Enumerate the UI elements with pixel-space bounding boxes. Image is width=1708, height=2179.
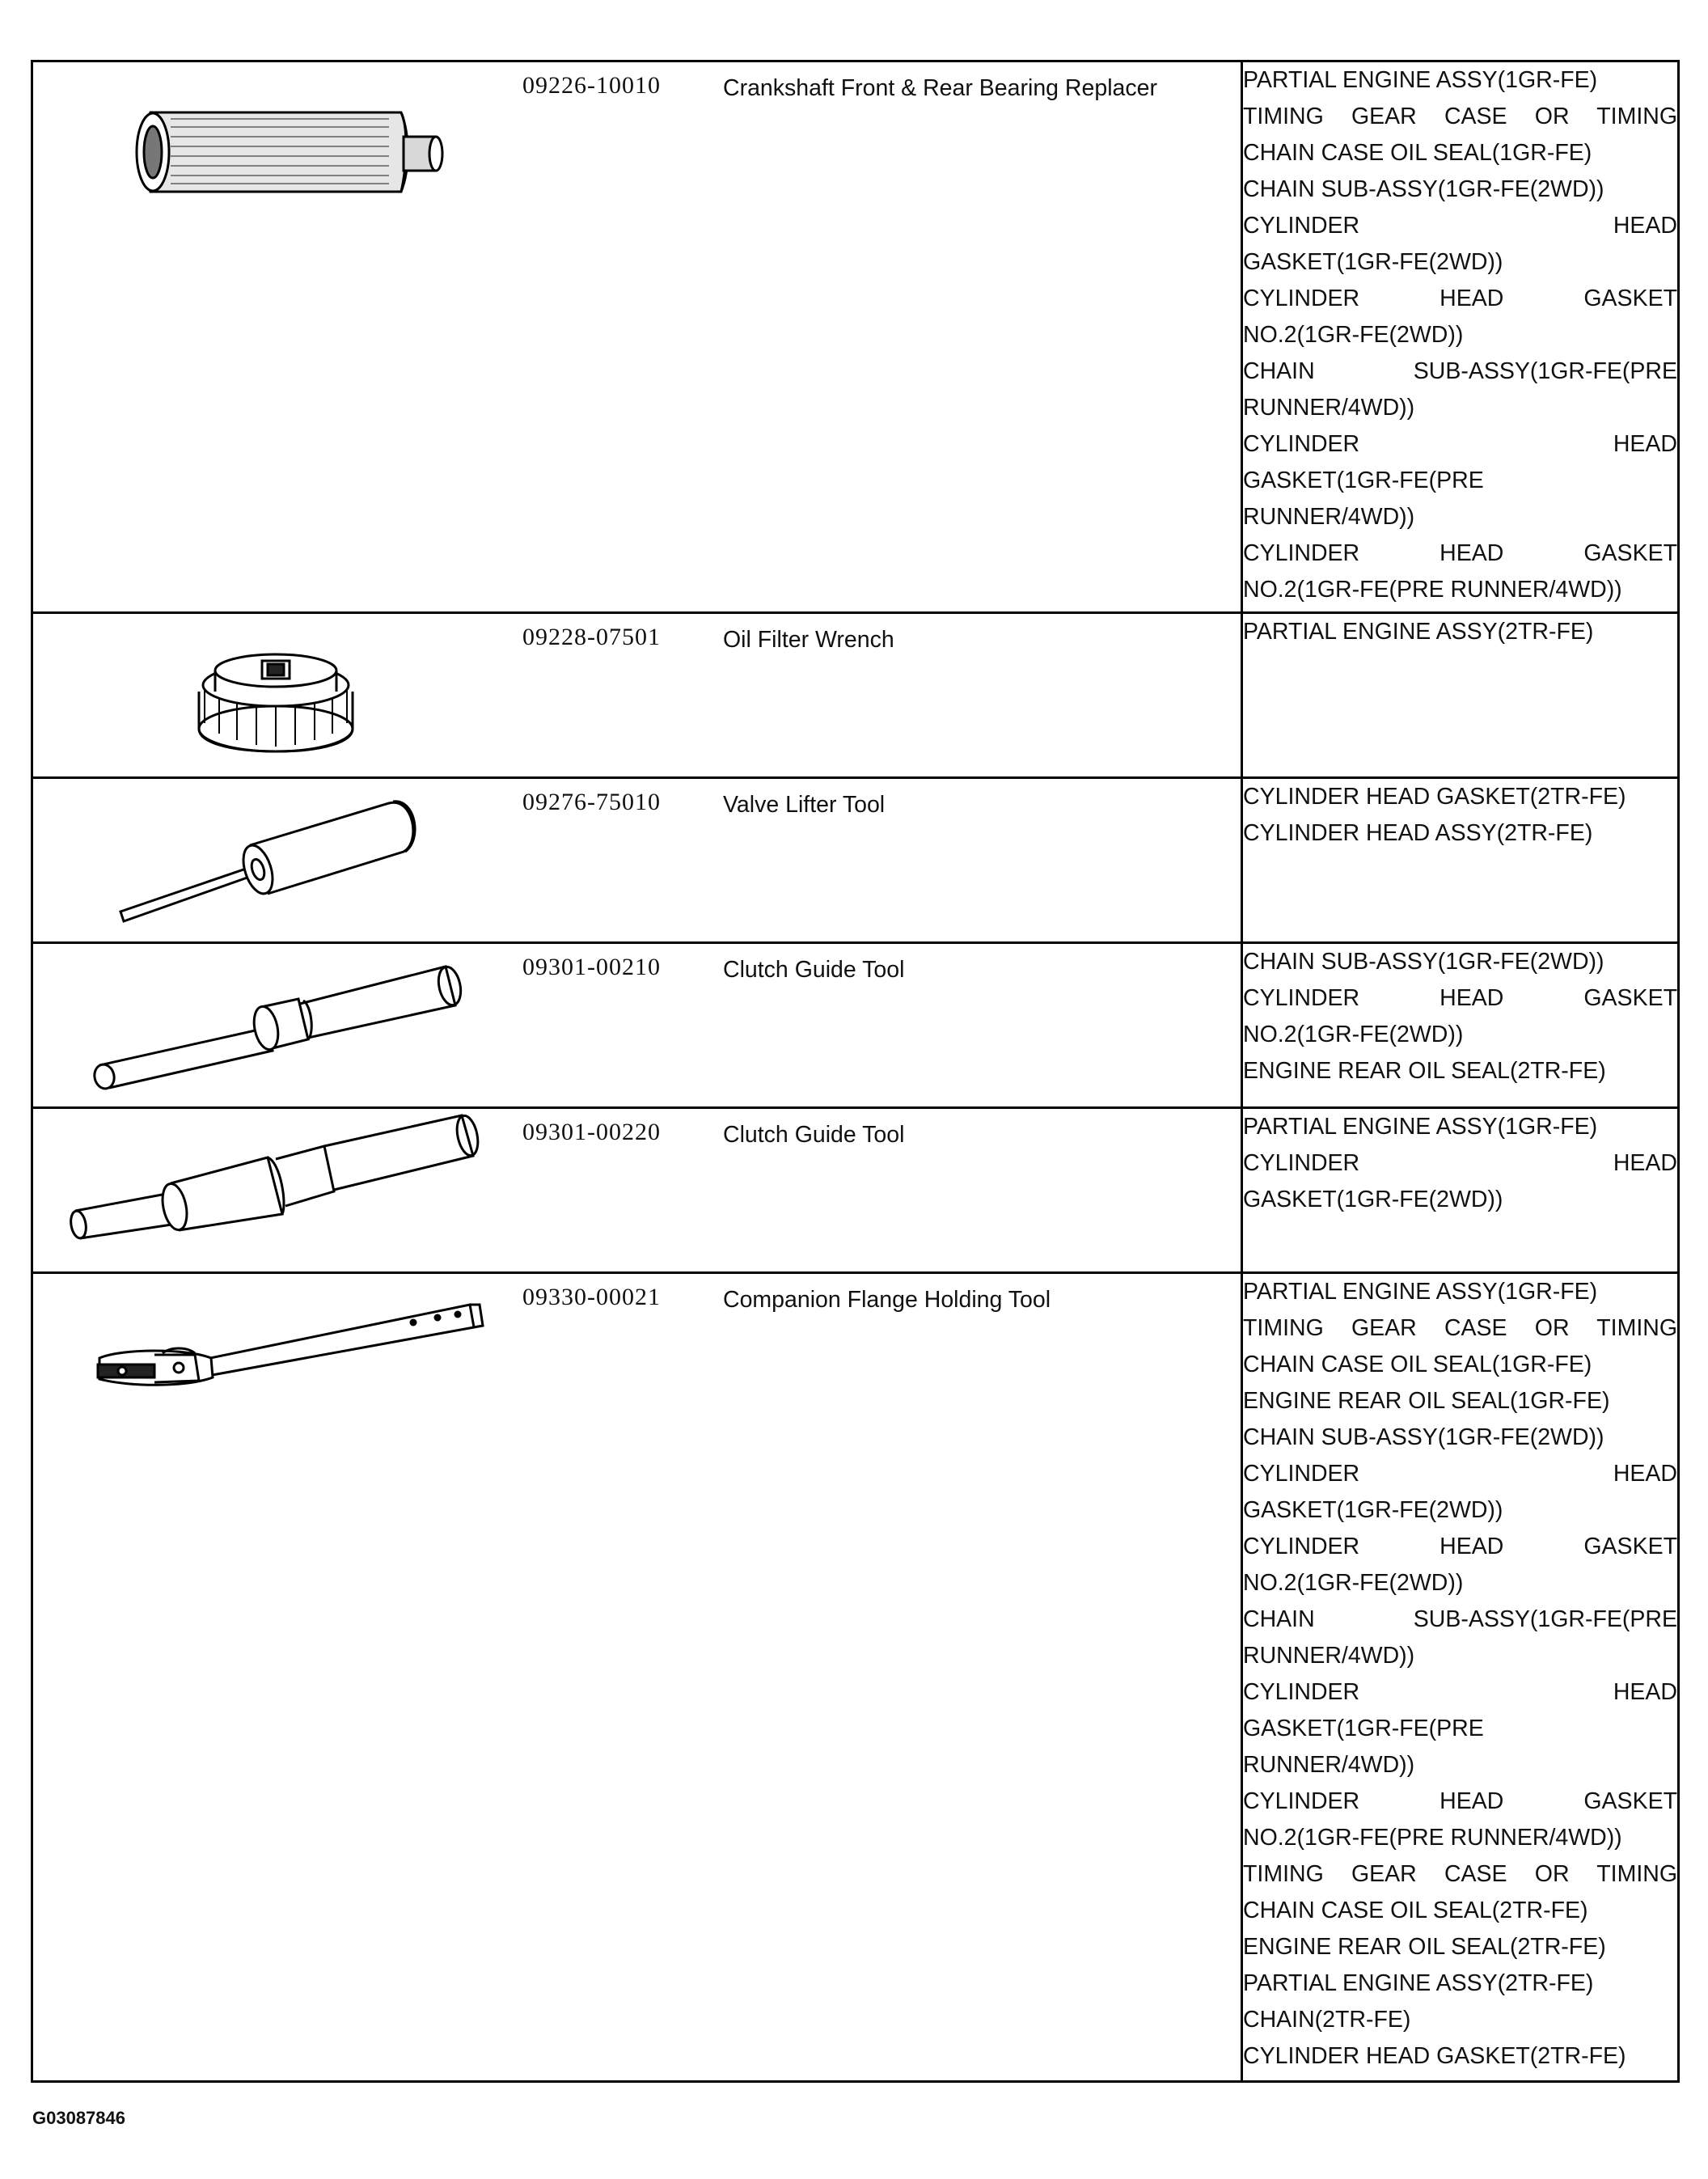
part-number: 09228-07501: [522, 624, 661, 650]
application-line: CHAIN SUB-ASSY(1GR-FE(2WD)): [1243, 1424, 1604, 1450]
application-line: CYLINDER HEAD GASKET(2TR-FE): [1243, 784, 1626, 810]
table-row: [32, 778, 1679, 943]
application-line: CHAIN SUB-ASSY(1GR-FE(2WD)): [1243, 176, 1604, 202]
application-line: PARTIAL ENGINE ASSY(1GR-FE): [1243, 1114, 1598, 1140]
applications-cell: [1242, 613, 1679, 778]
tool-cell: [32, 778, 1242, 943]
application-line: GASKET(1GR-FE(2WD)): [1243, 249, 1503, 275]
application-line: TIMING GEAR CASE OR TIMING: [1243, 1315, 1677, 1341]
application-line: CYLINDER HEAD GASKET: [1243, 286, 1677, 311]
application-line: CHAIN CASE OIL SEAL(1GR-FE): [1243, 140, 1592, 166]
application-line: RUNNER/4WD)): [1243, 504, 1415, 530]
document-code: G03087846: [32, 2108, 125, 2128]
application-line: GASKET(1GR-FE(2WD)): [1243, 1187, 1503, 1212]
application-line: CYLINDER HEAD GASKET: [1243, 985, 1677, 1011]
application-line: PARTIAL ENGINE ASSY(2TR-FE): [1243, 1970, 1594, 1996]
application-line: NO.2(1GR-FE(PRE RUNNER/4WD)): [1243, 577, 1622, 603]
application-line: TIMING GEAR CASE OR TIMING: [1243, 104, 1677, 129]
applications-cell: [1242, 61, 1679, 613]
tool-name: Valve Lifter Tool: [723, 792, 886, 818]
application-line: ENGINE REAR OIL SEAL(2TR-FE): [1243, 1934, 1606, 1960]
application-line: CYLINDER HEAD: [1243, 1679, 1677, 1705]
tool-cell: [32, 613, 1242, 778]
tool-cell: [32, 943, 1242, 1108]
oil-filter-wrench-icon: [33, 614, 486, 776]
application-line: CHAIN CASE OIL SEAL(2TR-FE): [1243, 1898, 1588, 1923]
table-row: [32, 1273, 1679, 2082]
tool-name: Clutch Guide Tool: [723, 957, 905, 983]
tool-name: Crankshaft Front & Rear Bearing Replacer: [723, 75, 1157, 101]
applications-cell: [1242, 778, 1679, 943]
application-line: CHAIN(2TR-FE): [1243, 2007, 1411, 2033]
tool-cell: [32, 1108, 1242, 1273]
special-service-tools-table: [31, 60, 1680, 2083]
application-line: CHAIN SUB-ASSY(1GR-FE(PRE: [1243, 1606, 1677, 1632]
application-line: NO.2(1GR-FE(PRE RUNNER/4WD)): [1243, 1825, 1622, 1851]
part-number: 09276-75010: [522, 789, 661, 815]
table-row: [32, 61, 1679, 613]
application-line: CHAIN CASE OIL SEAL(1GR-FE): [1243, 1352, 1592, 1377]
application-line: CYLINDER HEAD GASKET: [1243, 540, 1677, 566]
flange-holding-tool-icon: [33, 1274, 486, 1436]
application-line: ENGINE REAR OIL SEAL(2TR-FE): [1243, 1058, 1606, 1084]
part-number: 09226-10010: [522, 72, 661, 99]
application-line: GASKET(1GR-FE(2WD)): [1243, 1497, 1503, 1523]
applications-cell: [1242, 943, 1679, 1108]
application-line: GASKET(1GR-FE(PRE: [1243, 468, 1484, 493]
application-line: RUNNER/4WD)): [1243, 1752, 1415, 1778]
part-number: 09330-00021: [522, 1284, 661, 1310]
tool-cell: [32, 1273, 1242, 2082]
application-line: NO.2(1GR-FE(2WD)): [1243, 322, 1464, 348]
valve-lifter-tool-icon: [33, 779, 486, 941]
application-line: TIMING GEAR CASE OR TIMING: [1243, 1861, 1677, 1887]
application-line: RUNNER/4WD)): [1243, 395, 1415, 421]
tool-name: Clutch Guide Tool: [723, 1122, 905, 1148]
application-line: CYLINDER HEAD GASKET: [1243, 1534, 1677, 1559]
application-line: PARTIAL ENGINE ASSY(1GR-FE): [1243, 1279, 1598, 1305]
application-line: GASKET(1GR-FE(PRE: [1243, 1716, 1484, 1741]
application-line: NO.2(1GR-FE(2WD)): [1243, 1570, 1464, 1596]
application-line: PARTIAL ENGINE ASSY(1GR-FE): [1243, 67, 1598, 93]
application-line: CYLINDER HEAD GASKET(2TR-FE): [1243, 2043, 1626, 2069]
application-line: CHAIN SUB-ASSY(1GR-FE(PRE: [1243, 358, 1677, 384]
applications-cell: [1242, 1273, 1679, 2082]
application-line: CYLINDER HEAD: [1243, 1461, 1677, 1487]
table-row: [32, 943, 1679, 1108]
application-line: NO.2(1GR-FE(2WD)): [1243, 1022, 1464, 1047]
application-line: CYLINDER HEAD: [1243, 1150, 1677, 1176]
clutch-guide-tool-icon: [33, 944, 486, 1106]
tool-cell: [32, 61, 1242, 613]
application-line: CYLINDER HEAD: [1243, 213, 1677, 239]
part-number: 09301-00210: [522, 954, 661, 980]
application-line: ENGINE REAR OIL SEAL(1GR-FE): [1243, 1388, 1610, 1414]
application-line: PARTIAL ENGINE ASSY(2TR-FE): [1243, 619, 1594, 645]
table-row: [32, 613, 1679, 778]
tool-name: Oil Filter Wrench: [723, 627, 894, 653]
part-number: 09301-00220: [522, 1119, 661, 1145]
application-line: CYLINDER HEAD ASSY(2TR-FE): [1243, 820, 1593, 846]
table-row: [32, 1108, 1679, 1273]
application-line: CHAIN SUB-ASSY(1GR-FE(2WD)): [1243, 949, 1604, 975]
application-line: RUNNER/4WD)): [1243, 1643, 1415, 1669]
bearing-replacer-icon: [33, 62, 486, 305]
applications-cell: [1242, 1108, 1679, 1273]
application-line: CYLINDER HEAD: [1243, 431, 1677, 457]
application-line: CYLINDER HEAD GASKET: [1243, 1788, 1677, 1814]
clutch-guide-tool-icon: [33, 1109, 486, 1271]
tool-name: Companion Flange Holding Tool: [723, 1287, 1051, 1313]
